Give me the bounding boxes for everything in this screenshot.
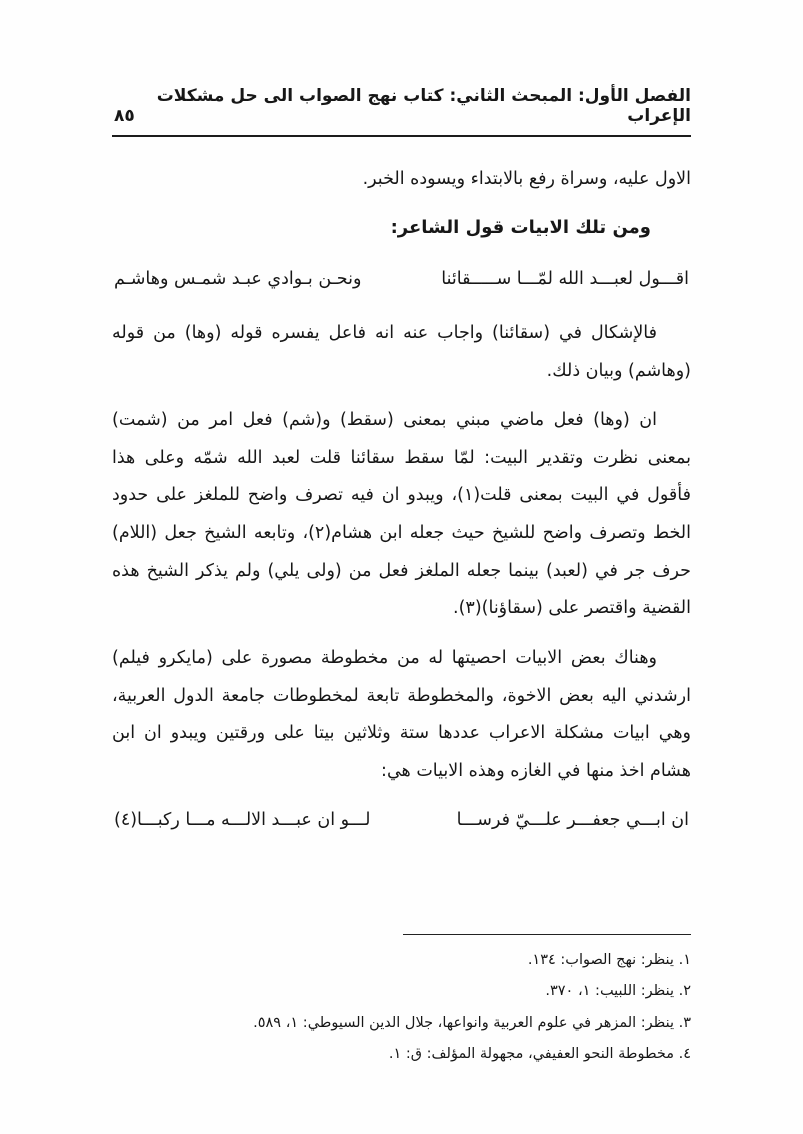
poetry-line-1 (114, 261, 689, 299)
hemistich-right: ان ابـــي جعفـــر علـــيّ فرســـا (456, 810, 689, 831)
footnote-2: ٢. ينظر: اللبيب: ١، ٣٧٠. (545, 983, 691, 1000)
running-title: الفصل الأول: المبحث الثاني: كتاب نهج الصواب الى حل مشكلات الإعراب (156, 86, 691, 126)
hemistich-left: لـــو ان عبـــد الالـــه مـــا ركبـــا(٤) (114, 810, 371, 831)
poetry-line-2 (114, 802, 689, 840)
paragraph: فالإشكال في (سقائنا) واجاب عنه انه فاعل يفسره قوله (وها) من قوله (وهاشم) وبيان ذلك. (112, 322, 691, 381)
footnote-separator (403, 934, 691, 935)
footnotes (112, 934, 691, 1070)
footnote-4: ٤. مخطوطة النحو العفيفي، مجهولة المؤلف: ق: ١. (388, 1045, 691, 1062)
footnote-3: ٣. ينظر: المزهر في علوم العربية وانواعها، جلال الدين السيوطي: ١، ٥٨٩. (253, 1014, 691, 1031)
paragraph: ان (وها) فعل ماضي مبني بمعنى (سقط) و(شم) فعل امر من (شمت) بمعنى نظرت وتقدير البيت: لمّا سقط سقائنا قلت لعبد الله شمّه وعلى هذا فأقول في البيت بمعنى قلت(١)، ويبدو ان فيه تصرف واضح للملغز على حدود الخط وتصرف واضح للشيخ حيث جعله ابن هشام(٢)، وتابعه الشيخ جعل (اللام) حرف جر في (لعبد) بينما جعله الملغز فعل من (ولى يلي) ولم يذكر الشيخ هذه القضية واقتصر على (سقاؤنا)(٣). (112, 410, 691, 619)
hemistich-right: اقـــول لعبـــد الله لمّـــا ســـــقائنا (441, 269, 689, 290)
page-body (112, 161, 691, 840)
hemistich-left: ونحـن بـوادي عبـد شمـس وهاشـم (114, 269, 362, 290)
page-number: ٨٥ (114, 106, 135, 126)
section-heading: ومن تلك الابيات قول الشاعر: (390, 216, 651, 238)
page-header (112, 86, 691, 137)
opening-line: الاول عليه، وسراة رفع بالابتداء ويسوده الخبر. (362, 169, 691, 189)
footnote-1: ١. ينظر: نهج الصواب: ١٣٤. (527, 952, 691, 969)
paragraph: وهناك بعض الابيات احصيتها له من مخطوطة مصورة على (مايكرو فيلم) ارشدني اليه بعض الاخوة، والمخطوطة تابعة لمخطوطات جامعة الدول العربية، وهي ابيات مشكلة الاعراب عددها ستة وثلاثين بيتا على ورقتين ويبدو ان ابن هشام اخذ منها في الغازه وهذه الابيات هي: (112, 647, 691, 781)
